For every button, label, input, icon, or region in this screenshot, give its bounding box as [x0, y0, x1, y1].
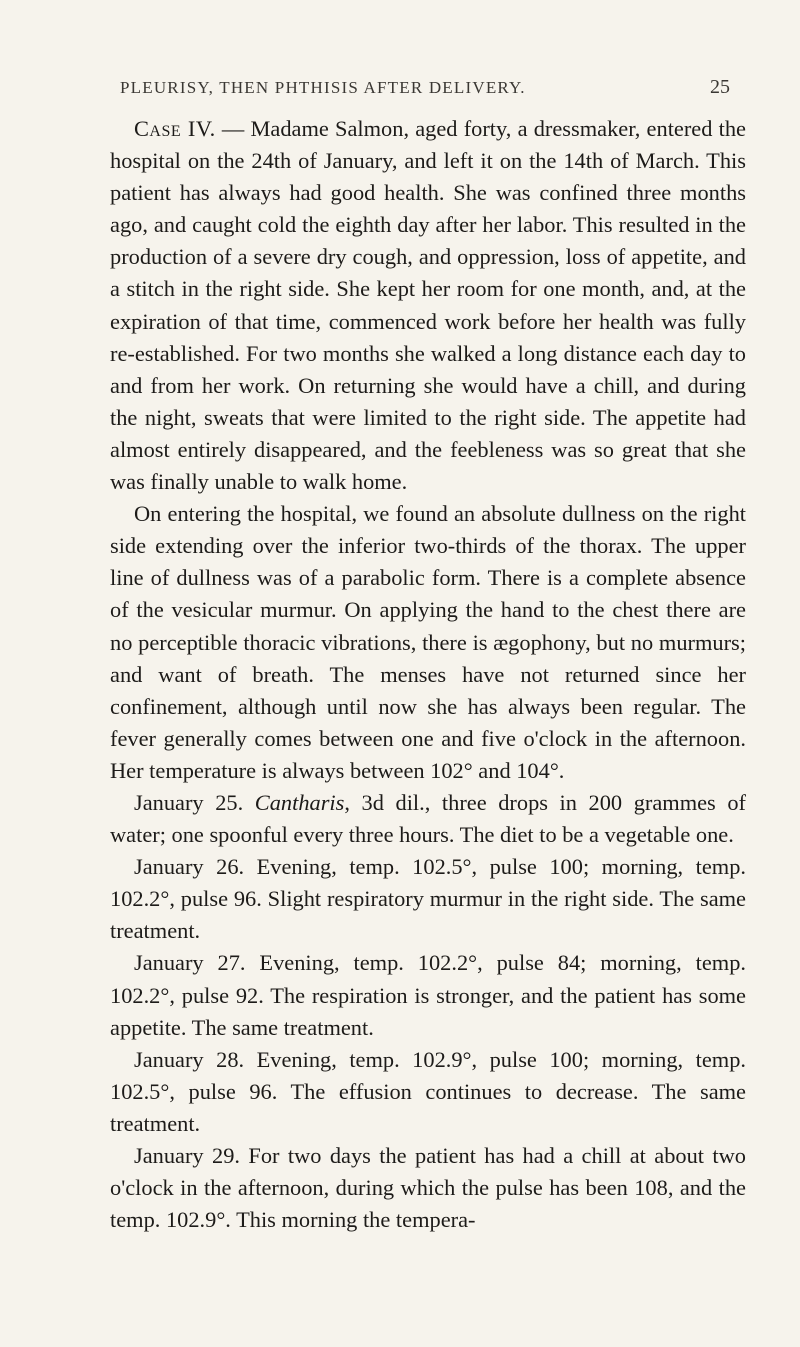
- paragraph-january-29: [110, 1140, 746, 1236]
- paragraph-text: January 26. Evening, temp. 102.5°, pulse 100; morning, temp. 102.2°, pulse 96. Slight respiratory murmur in the right side. The same treatment.: [110, 854, 746, 944]
- paragraph-text: , 3d dil., three drops in 200 grammes of water; one spoonful every three hours. The diet to be a vegetable one.: [110, 789, 746, 848]
- paragraph-text: January 28. Evening, temp. 102.9°, pulse 100; morning, temp. 102.5°, pulse 96. The effusion continues to decrease. The same treatment.: [110, 1046, 746, 1136]
- paragraph-january-26: [110, 851, 746, 947]
- body-text: [110, 113, 746, 1236]
- paragraph-text: January 27. Evening, temp. 102.2°, pulse 84; morning, temp. 102.2°, pulse 92. The respiration is stronger, and the patient has some appetite. The same treatment.: [110, 950, 746, 1040]
- paragraph-examination: [110, 498, 746, 787]
- paragraph-january-25: [110, 787, 746, 851]
- paragraph-case-intro: [110, 113, 746, 498]
- running-title: PLEURISY, THEN PHTHISIS AFTER DELIVERY.: [120, 78, 526, 97]
- paragraph-text: On entering the hospital, we found an absolute dullness on the right side extending over the inferior two-thirds of the thorax. The upper line of dullness was of a parabolic form. There is a complete absence of the vesicular murmur. On applying the hand to the chest there are no perceptible thoracic vibrations, there is ægophony, but no murmurs; and want of breath. The menses have not returned since her confinement, although until now she has always been regular. The fever generally comes between one and five o'clock in the afternoon. Her temperature is always between 102° and 104°.: [110, 501, 746, 783]
- case-label: Case IV.: [134, 116, 216, 141]
- page-number: 25: [710, 76, 730, 98]
- paragraph-text: — Madame Salmon, aged forty, a dressmaker, entered the hospital on the 24th of January, and left it on the 14th of March. This patient has always had good health. She was confined three months ago, and caught cold the eighth day after her labor. This resulted in the production of a severe dry cough, and oppression, loss of appetite, and a stitch in the right side. She kept her room for one month, and, at the expiration of that time, commenced work before her health was fully re-established. For two months she walked a long distance each day to and from her work. On returning she would have a chill, and during the night, sweats that were limited to the right side. The appetite had almost entirely disappeared, and the feebleness was so great that she was finally unable to walk home.: [110, 116, 746, 495]
- paragraph-january-27: [110, 947, 746, 1043]
- running-head: [110, 78, 730, 108]
- paragraph-january-28: [110, 1044, 746, 1140]
- entry-date: January 25.: [134, 789, 244, 815]
- paragraph-text: January 29. For two days the patient has had a chill at about two o'clock in the afternoon, during which the pulse has been 108, and the temp. 102.9°. This morning the tempera-: [110, 1143, 746, 1233]
- remedy-name: Cantharis: [254, 789, 345, 815]
